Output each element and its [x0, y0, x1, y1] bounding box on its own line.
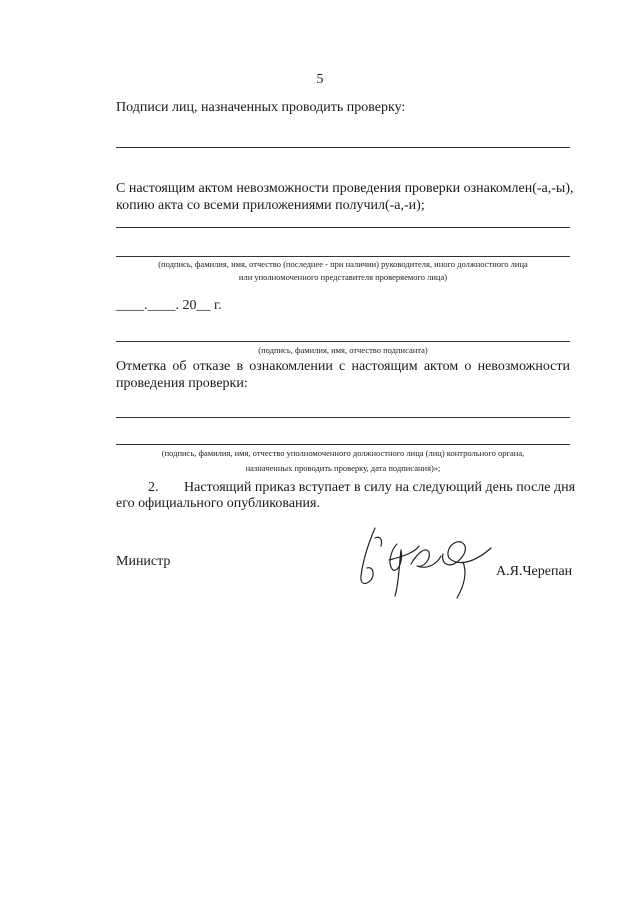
refusal-signature-line-2	[116, 444, 570, 445]
refusal-line-2: проведения проверки:	[116, 376, 248, 391]
date-template: ____.____. 20__ г.	[116, 298, 222, 313]
signatory-name: А.Я.Черепан	[496, 564, 573, 579]
inspector-signature-line	[116, 147, 570, 148]
acknowledgement-line-1: С настоящим актом невозможности проведения проверки ознакомлен(-а,-ы),	[116, 181, 574, 196]
clause-2-line-2: его официального опубликования.	[116, 496, 320, 511]
acknowledgement-signature-line-2	[116, 256, 570, 257]
clause-2-line-1: Настоящий приказ вступает в силу на следующий день после дня	[184, 480, 576, 495]
refusal-caption-1: (подпись, фамилия, имя, отчество уполномоченного должностного лица (лиц) контрольного органа,	[161, 448, 525, 458]
refusal-signature-line-1	[116, 417, 570, 418]
clause-2-number: 2.	[148, 480, 159, 495]
signer-caption: (подпись, фамилия, имя, отчество подписанта)	[258, 345, 428, 355]
signatory-position: Министр	[116, 554, 171, 569]
page-number: 5	[316, 72, 324, 87]
signer-signature-line	[116, 341, 570, 342]
acknowledgement-caption-2: или уполномоченного представителя проверяемого лица)	[238, 272, 448, 282]
refusal-caption-2: назначенных проводить проверку, дата подписания)»;	[245, 463, 441, 473]
handwritten-signature	[345, 520, 505, 600]
inspectors-signatures-label: Подписи лиц, назначенных проводить проверку:	[116, 100, 406, 115]
acknowledgement-caption-1: (подпись, фамилия, имя, отчество (последнее - при наличии) руководителя, иного должностного лица	[158, 259, 528, 269]
acknowledgement-line-2: копию акта со всеми приложениями получил(-а,-и);	[116, 198, 425, 213]
refusal-line-1: Отметка об отказе в ознакомлении с настоящим актом о невозможности	[116, 359, 570, 374]
acknowledgement-signature-line-1	[116, 227, 570, 228]
